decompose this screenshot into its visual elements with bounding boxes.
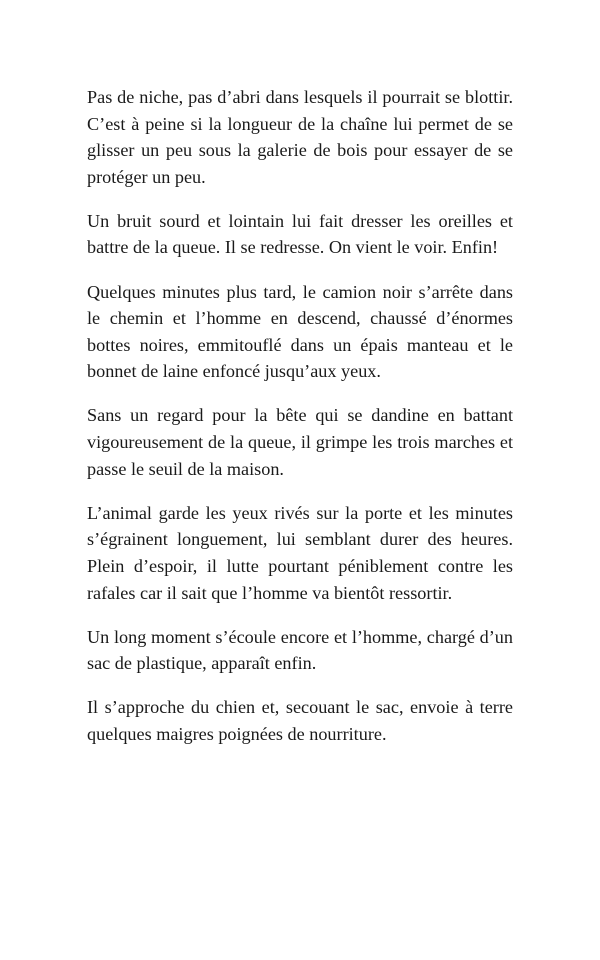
paragraph-food-thrown: Il s’approche du chien et, secouant le sac, envoie à terre quelques maigres poignées de nourriture. [87,697,513,744]
paragraph-distant-noise: Un bruit sourd et lointain lui fait dresser les oreilles et battre de la queue. Il se redresse. On vient le voir. Enfin! [87,210,513,258]
page-body [87,84,513,765]
paragraph-no-shelter: Pas de niche, pas d’abri dans lesquels il pourrait se blottir. C’est à peine si la longueur de la chaîne lui permet de se glisser un peu sous la galerie de bois pour essayer de se protéger un peu. [87,87,513,187]
paragraph-enters-house: Sans un regard pour la bête qui se dandine en battant vigoureusement de la queue, il grimpe les trois marches et passe le seuil de la maison. [87,405,513,479]
paragraph-waiting: L’animal garde les yeux rivés sur la porte et les minutes s’égrainent longuement, lui semblant durer des heures. Plein d’espoir, il lutte pourtant péniblement contre les rafales car il sait que l’homme va bientôt ressortir. [87,502,513,603]
paragraph-man-returns: Un long moment s’écoule encore et l’homme, chargé d’un sac de plastique, apparaît enfin. [87,626,513,674]
paragraph-truck-arrives: Quelques minutes plus tard, le camion noir s’arrête dans le chemin et l’homme en descend, chaussé d’énormes bottes noires, emmitouflé dans un épais manteau et le bonnet de laine enfoncé jusqu’aux yeux. [87,281,513,382]
